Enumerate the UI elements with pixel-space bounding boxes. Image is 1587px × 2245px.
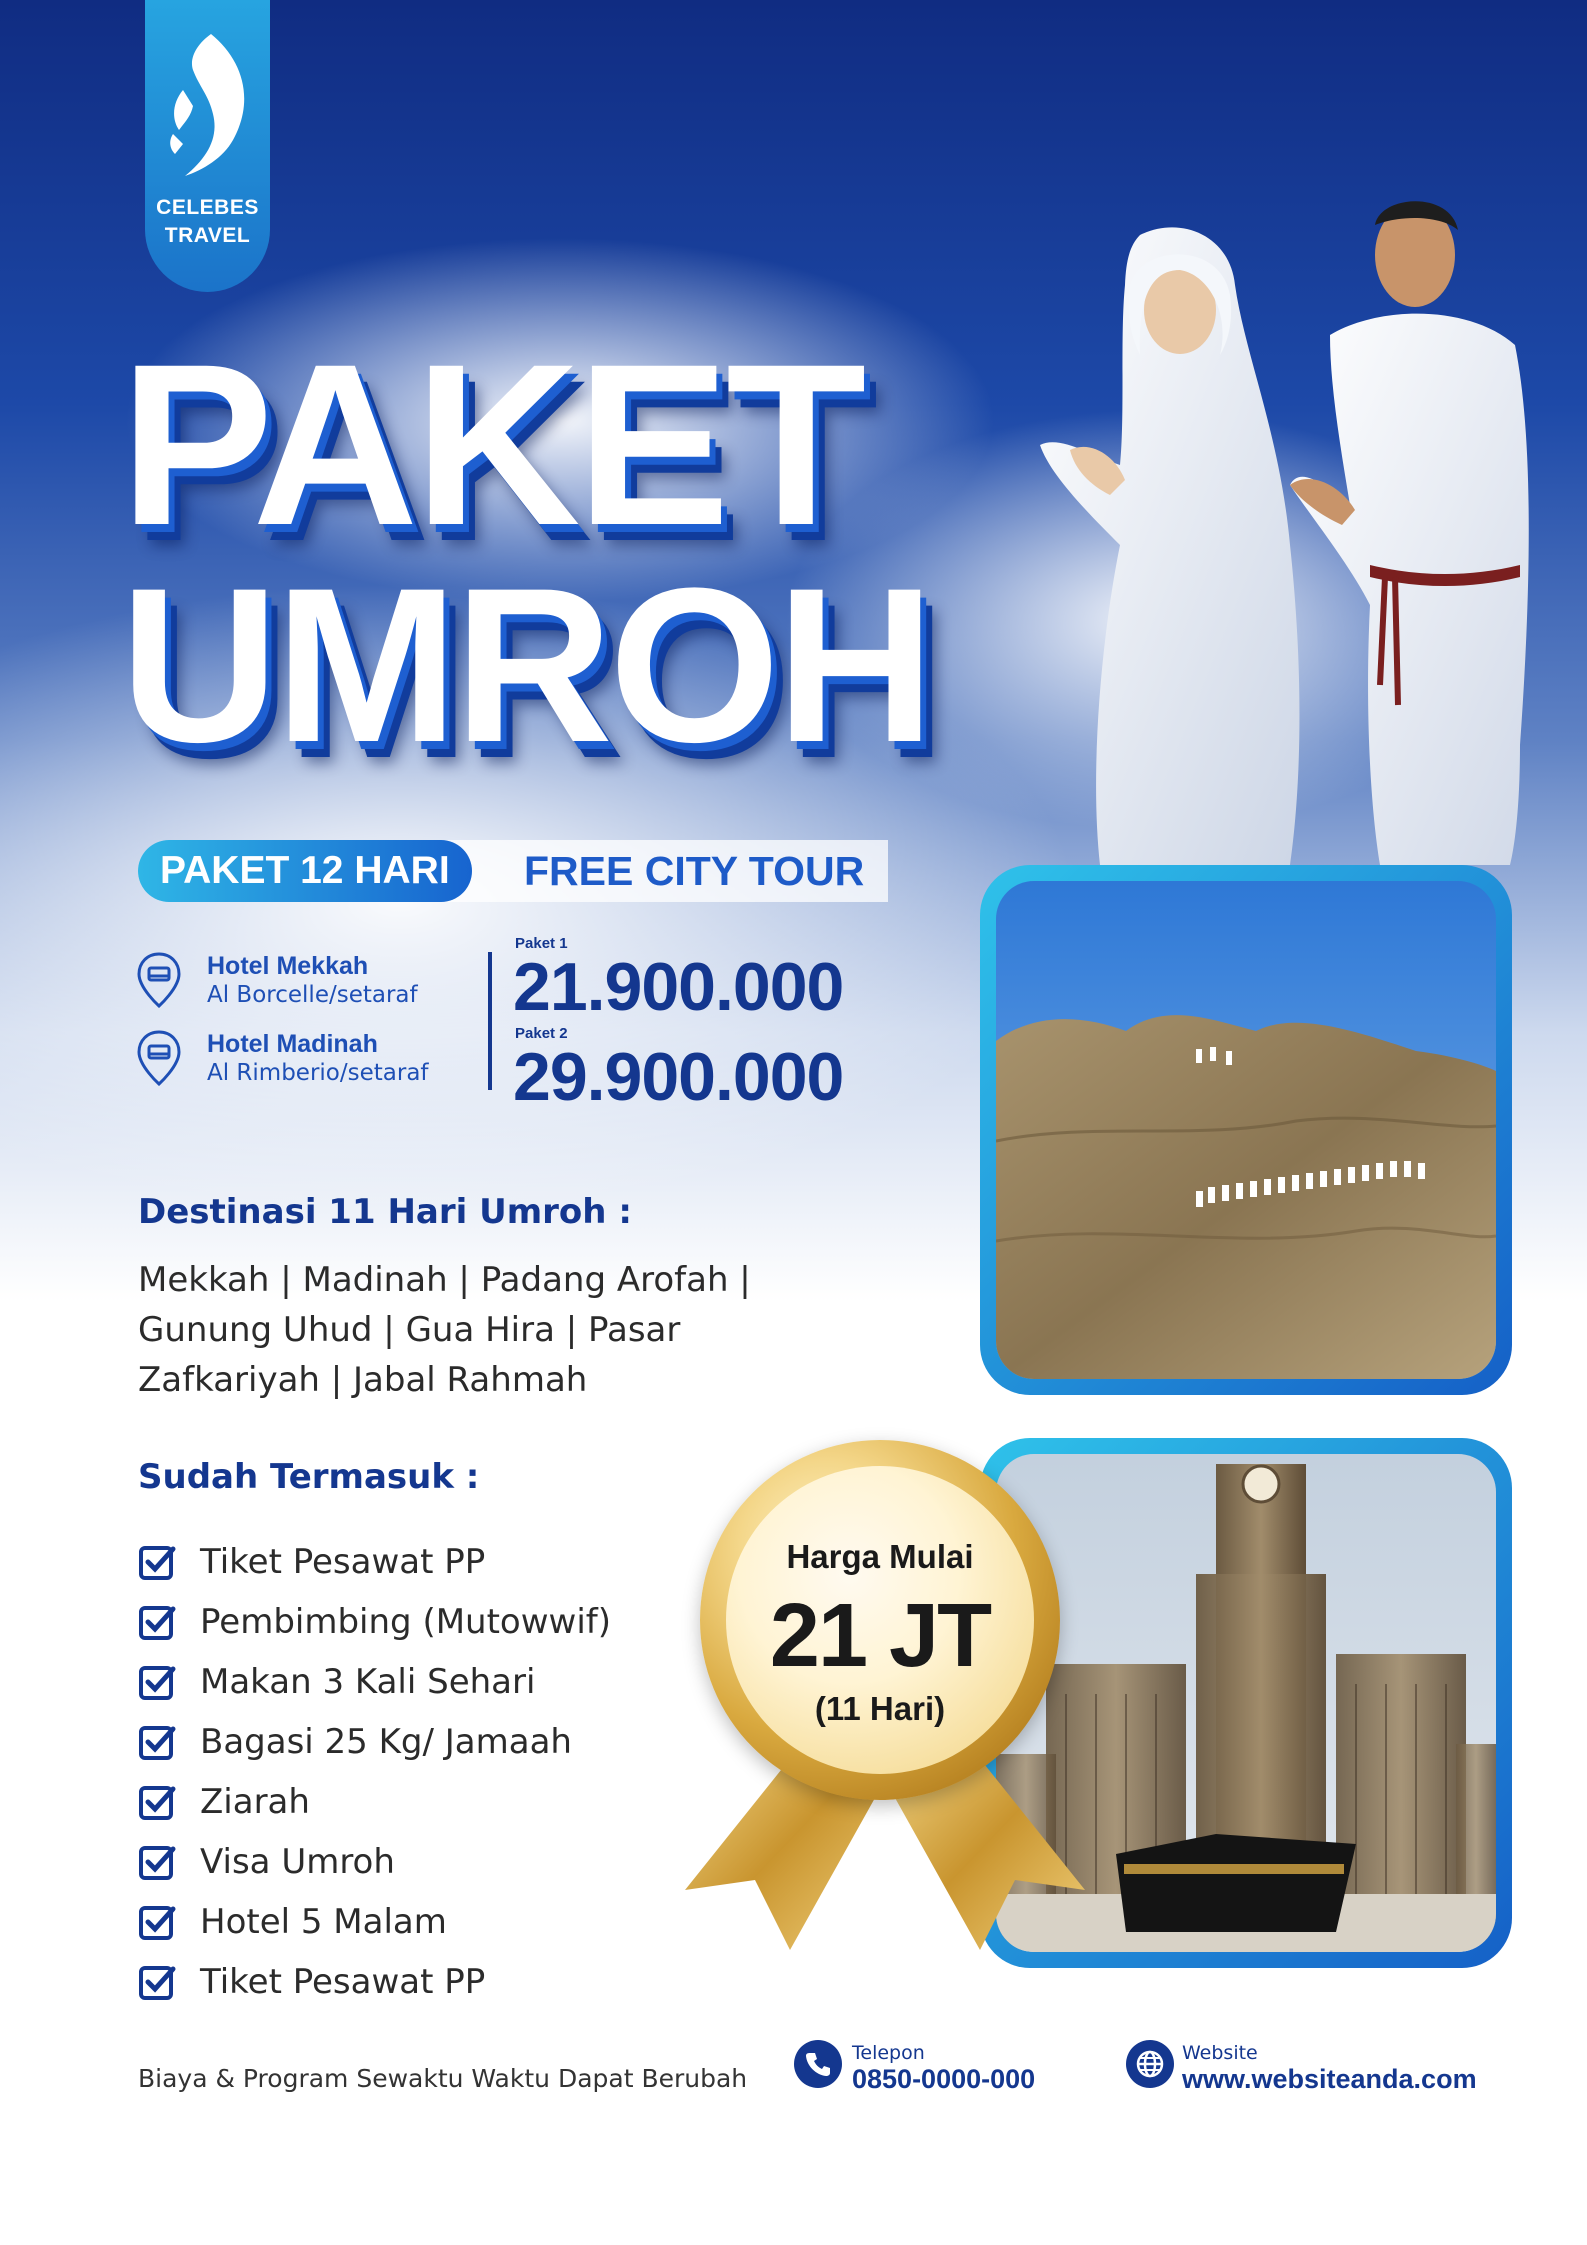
brand-logo: [145, 0, 270, 292]
price-1-tag: Paket 1: [515, 935, 568, 952]
mountain-photo-card: [980, 865, 1512, 1395]
included-item-label: Tiket Pesawat PP: [200, 1542, 486, 1582]
checkbox-checked-icon: [138, 1843, 176, 1881]
included-item: [138, 1897, 447, 1947]
man-pilgrim-illustration: [1270, 185, 1540, 865]
included-item: [138, 1717, 572, 1767]
hotel-mekkah-detail: Al Borcelle/setaraf: [207, 982, 418, 1008]
hotel-pin-icon: [136, 952, 182, 1008]
flame-logo-icon: [163, 30, 253, 180]
included-item: [138, 1837, 395, 1887]
price-1-amount: 21.900.000: [513, 949, 844, 1025]
disclaimer-text: Biaya & Program Sewaktu Waktu Dapat Berubah: [138, 2064, 748, 2093]
mountain-photo-illustration: [996, 881, 1496, 1379]
price-2-amount: 29.900.000: [513, 1039, 844, 1115]
website-label: Website: [1182, 2042, 1258, 2064]
included-item: [138, 1777, 310, 1827]
medal-price: 21 JT: [769, 1586, 991, 1686]
title-line-2: UMROH: [120, 542, 932, 788]
price-2-tag: Paket 2: [515, 1025, 568, 1042]
checkbox-checked-icon: [138, 1543, 176, 1581]
included-item: [138, 1957, 485, 2007]
destinations-heading: Destinasi 11 Hari Umroh :: [138, 1192, 632, 1232]
checkbox-checked-icon: [138, 1663, 176, 1701]
website-url[interactable]: www.websiteanda.com: [1182, 2064, 1477, 2094]
checkbox-checked-icon: [138, 1603, 176, 1641]
checkbox-checked-icon: [138, 1723, 176, 1761]
included-item: [138, 1657, 535, 1707]
hotel-mekkah-name: Hotel Mekkah: [207, 952, 369, 980]
included-item-label: Visa Umroh: [200, 1842, 395, 1882]
free-city-tour-label: FREE CITY TOUR: [524, 848, 865, 894]
brand-name-line2: TRAVEL: [164, 224, 251, 248]
included-heading: Sudah Termasuk :: [138, 1457, 480, 1497]
medal-label: Harga Mulai: [786, 1538, 974, 1575]
phone-number[interactable]: 0850-0000-000: [852, 2064, 1036, 2094]
globe-icon: [1126, 2040, 1174, 2088]
destinations-text: Mekkah | Madinah | Padang Arofah | Gunung Uhud | Gua Hira | Pasar Zafkariyah | Jabal Rahmah: [138, 1260, 751, 1400]
included-item-label: Makan 3 Kali Sehari: [200, 1662, 536, 1702]
title-line-1: PAKET: [120, 316, 863, 573]
phone-icon: [794, 2040, 842, 2088]
checkbox-checked-icon: [138, 1783, 176, 1821]
hotel-pin-icon: [136, 1030, 182, 1086]
phone-label: Telepon: [852, 2042, 925, 2064]
included-item-label: Tiket Pesawat PP: [200, 1962, 486, 2002]
included-item: [138, 1597, 611, 1647]
price-divider: [488, 952, 492, 1090]
brand-name-line1: CELEBES: [156, 196, 259, 219]
included-item-label: Hotel 5 Malam: [200, 1902, 447, 1942]
price-medal: [700, 1440, 1060, 1800]
included-item-label: Ziarah: [200, 1782, 310, 1822]
mountain-photo: [996, 881, 1496, 1379]
included-item-label: Pembimbing (Mutowwif): [200, 1602, 612, 1642]
checkbox-checked-icon: [138, 1903, 176, 1941]
medal-duration: (11 Hari): [814, 1690, 946, 1727]
package-days-pill: PAKET 12 HARI: [138, 840, 472, 902]
included-item: [138, 1537, 485, 1587]
checkbox-checked-icon: [138, 1963, 176, 2001]
included-item-label: Bagasi 25 Kg/ Jamaah: [200, 1722, 572, 1762]
hotel-madinah-detail: Al Rimberio/setaraf: [207, 1060, 429, 1086]
hotel-madinah-name: Hotel Madinah: [207, 1030, 378, 1058]
